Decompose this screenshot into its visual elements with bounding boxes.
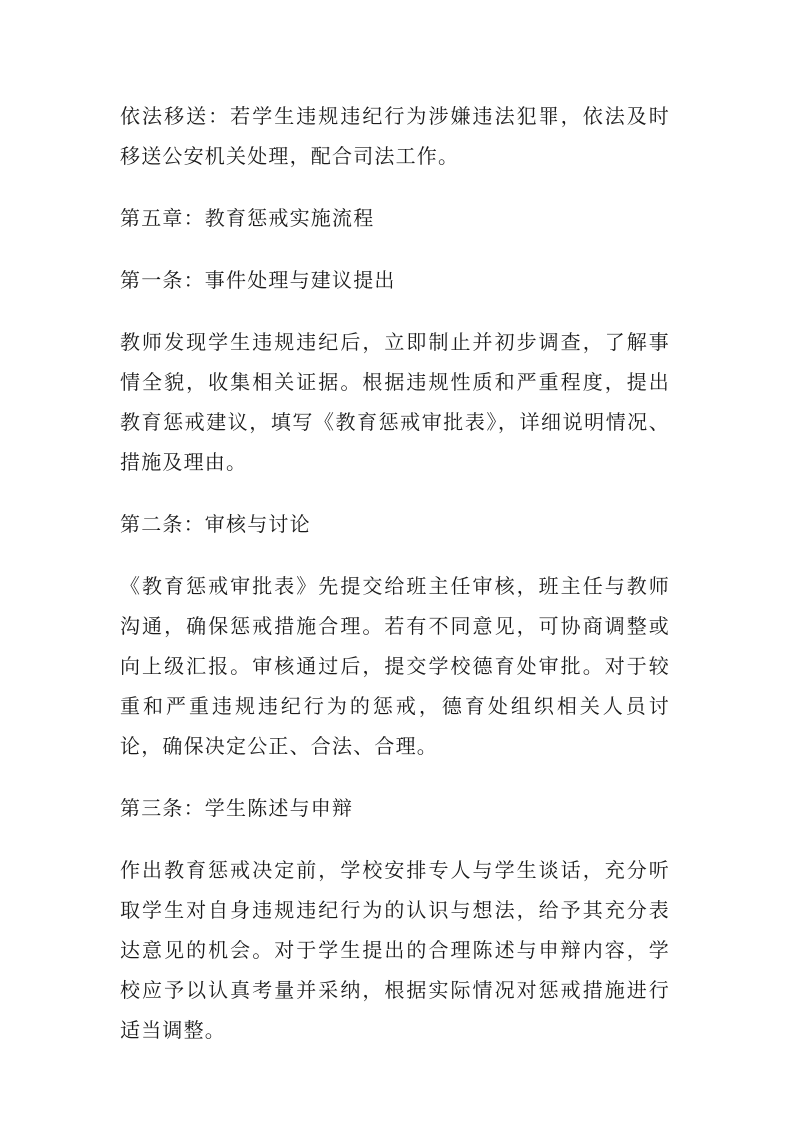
article-heading-1: 第一条：事件处理与建议提出	[120, 268, 396, 292]
paragraph-article-2: 《教育惩戒审批表》先提交给班主任审核，班主任与教师沟通，确保惩戒措施合理。若有不同意见，可协商调整或向上级汇报。审核通过后，提交学校德育处审批。对于较重和严重违规违纪行为的惩戒，德育处组织相关人员讨论，确保决定公正、合法、合理。	[120, 574, 670, 758]
article-heading-3: 第三条：学生陈述与申辩	[120, 796, 354, 820]
document-page	[120, 96, 670, 1050]
chapter-heading-5: 第五章：教育惩戒实施流程	[120, 206, 375, 230]
paragraph-lawful-transfer: 依法移送：若学生违规违纪行为涉嫌违法犯罪，依法及时移送公安机关处理，配合司法工作。	[120, 104, 670, 168]
article-heading-2: 第二条：审核与讨论	[120, 512, 311, 536]
paragraph-article-1: 教师发现学生违规违纪后，立即制止并初步调查，了解事情全貌，收集相关证据。根据违规性质和严重程度，提出教育惩戒建议，填写《教育惩戒审批表》，详细说明情况、措施及理由。	[120, 330, 670, 474]
paragraph-article-3: 作出教育惩戒决定前，学校安排专人与学生谈话，充分听取学生对自身违规违纪行为的认识与想法，给予其充分表达意见的机会。对于学生提出的合理陈述与申辩内容，学校应予以认真考量并采纳，根据实际情况对惩戒措施进行适当调整。	[120, 858, 670, 1042]
